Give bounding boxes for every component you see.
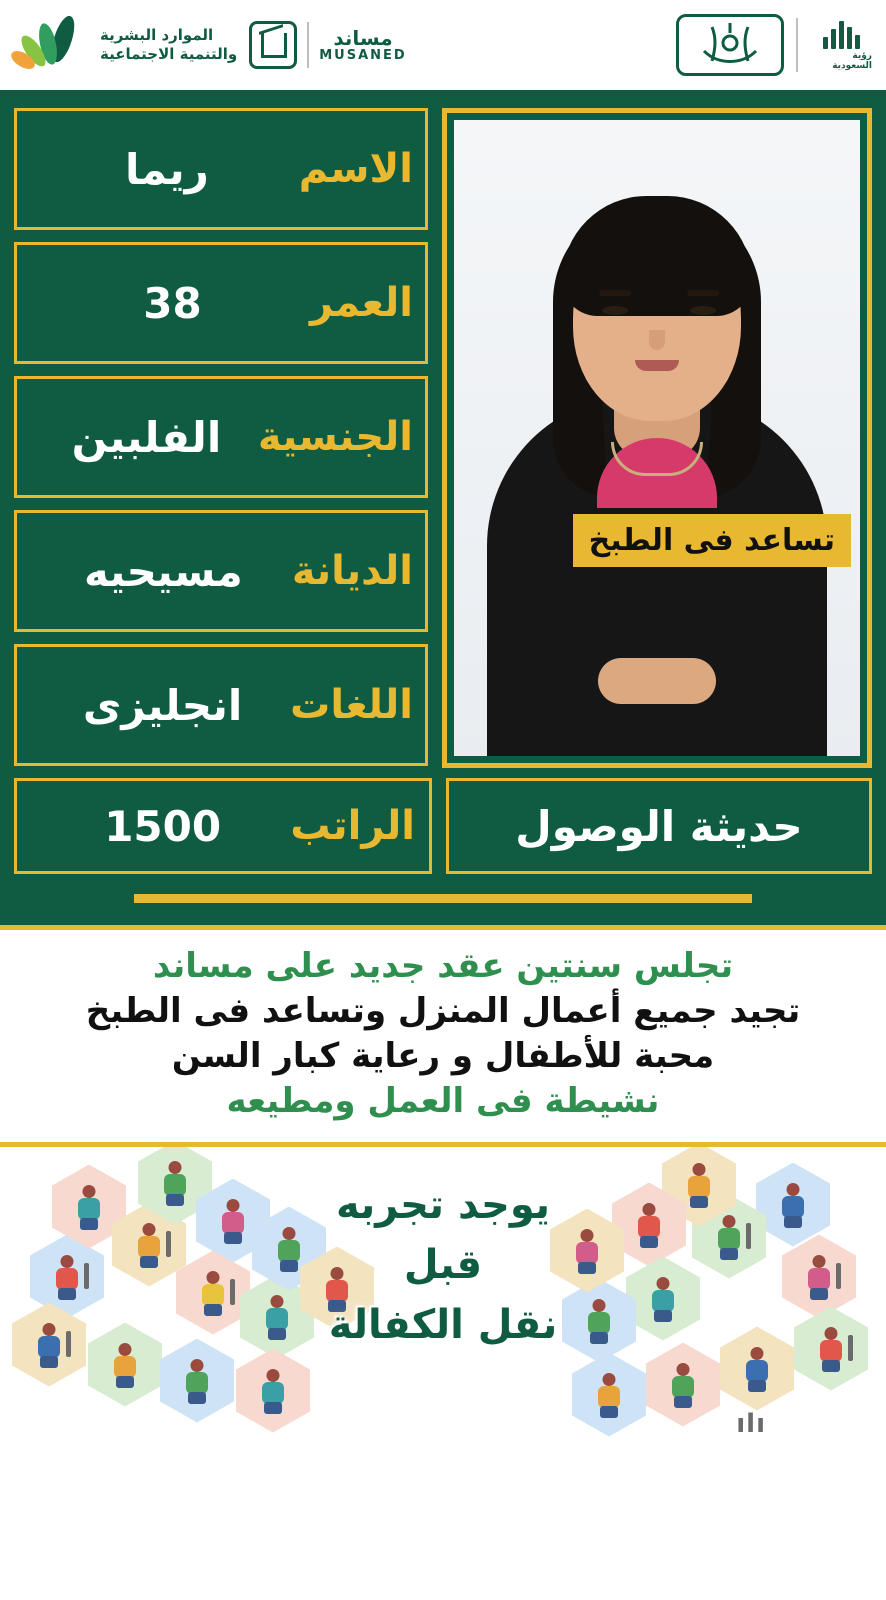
musaned-house-icon: [249, 21, 297, 69]
field-value-languages: انجليزى: [82, 680, 243, 730]
field-row-nationality: [14, 376, 428, 498]
musaned-arabic-label: مساند: [333, 25, 393, 50]
field-row-languages: [14, 644, 428, 766]
vision-logo-caption: رؤية السعودية: [832, 51, 872, 71]
ministry-name: [100, 26, 237, 64]
panel-bottom-rule: [134, 894, 752, 903]
field-label-salary: الراتب: [290, 803, 415, 849]
field-row-religion: [14, 510, 428, 632]
worker-photo-frame: [442, 108, 872, 768]
description-line-1: تجلس سنتين عقد جديد على مساند: [152, 946, 734, 986]
header-divider: [796, 18, 798, 72]
description-section: [0, 925, 886, 1147]
field-value-salary: 1500: [104, 801, 222, 851]
footer-line-3: نقل الكفالة: [328, 1301, 558, 1348]
hex-worker-icon: [236, 1349, 310, 1433]
ministry-line-1: الموارد البشرية: [100, 26, 214, 45]
vision-bars-icon: [823, 19, 860, 49]
profile-fields: [14, 108, 428, 768]
field-value-name: ريما: [124, 144, 209, 194]
saudi-government-emblem-icon: [676, 14, 784, 76]
profile-panel: [0, 96, 886, 925]
musaned-logo: [249, 21, 406, 69]
musaned-logo-text: [319, 25, 407, 63]
status-badge: حديثة الوصول: [446, 778, 872, 874]
header-left-group: [676, 14, 872, 76]
field-row-age: [14, 242, 428, 364]
field-value-nationality: الفلبين: [71, 412, 222, 462]
field-row-salary: [14, 778, 432, 874]
description-line-4: نشيطة فى العمل ومطيعه: [226, 1080, 660, 1121]
footer-corner-mark: ılı: [736, 1408, 766, 1439]
worker-photo: [454, 120, 860, 756]
vision-2030-logo-icon: [810, 16, 872, 74]
hex-worker-icon: [572, 1353, 646, 1437]
field-label-name: الاسم: [298, 146, 413, 192]
ministry-leaf-icon: [14, 13, 90, 77]
field-label-nationality: الجنسية: [257, 414, 413, 460]
field-value-religion: مسيحيه: [84, 546, 243, 596]
photo-skill-badge: تساعد فى الطبخ: [573, 514, 851, 567]
footer-section: [0, 1147, 886, 1447]
field-label-age: العمر: [309, 280, 413, 326]
header-bar: [0, 0, 886, 96]
description-line-2: تجيد جميع أعمال المنزل وتساعد فى الطبخ: [85, 990, 801, 1031]
field-label-languages: اللغات: [290, 682, 413, 728]
footer-message: [0, 1175, 886, 1355]
header-right-group: [14, 13, 407, 77]
field-row-name: [14, 108, 428, 230]
profile-top-row: [14, 108, 872, 768]
description-line-3: محبة للأطفال و رعاية كبار السن: [171, 1035, 715, 1076]
ministry-line-2: والتنمية الاجتماعية: [100, 45, 238, 63]
musaned-english-label: MUSANED: [319, 47, 407, 63]
field-value-age: 38: [143, 278, 202, 328]
footer-line-2: قبل: [403, 1241, 483, 1288]
musaned-divider: [307, 22, 309, 68]
hex-worker-icon: [646, 1343, 720, 1427]
field-label-religion: الديانة: [291, 548, 413, 594]
profile-bottom-row: [14, 778, 872, 874]
footer-line-1: يوجد تجربه: [336, 1181, 550, 1228]
ministry-logo: [14, 13, 237, 77]
